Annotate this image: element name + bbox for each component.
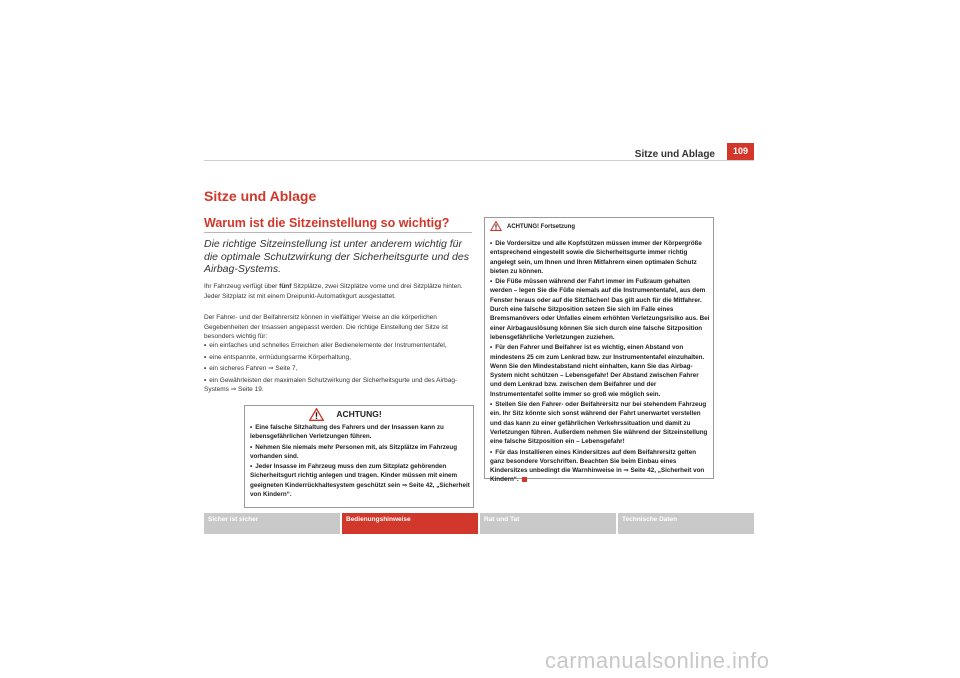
warning-list	[490, 239, 710, 486]
section-title: Warum ist die Sitzeinstellung so wichtig?	[204, 216, 450, 230]
tab-technische-daten[interactable]	[618, 513, 754, 534]
tab-bedienungshinweise[interactable]	[342, 513, 478, 534]
tab-label: Rat und Tat	[484, 516, 520, 523]
warning-heading: ACHTUNG!	[336, 409, 382, 419]
list-item-text: eine entspannte, ermüdungsarme Körperhaltung,	[209, 353, 351, 361]
end-square-icon	[522, 477, 527, 482]
warning-item-text: Jeder Insasse im Fahrzeug muss den zum Sitzplatz gehörenden Sicherheitsgurt richtig anlegen und tragen. Kinder müssen mit einem geeigneten Kinderrückhaltesystem geschützt sein ⇒ Seite 42, „Sicherheit von Kindern“.	[250, 463, 470, 499]
header-rule	[204, 160, 754, 161]
list-item-text: ein sicheres Fahren ⇒ Seite 7,	[209, 365, 298, 372]
paragraph-seats-bold: fünf	[279, 283, 292, 290]
tab-label: Bedienungshinweise	[346, 516, 411, 523]
bullet: •	[490, 344, 493, 352]
warning-item	[490, 239, 710, 276]
bullet: •	[250, 443, 253, 451]
importance-list	[204, 341, 472, 397]
warning-item	[490, 343, 710, 399]
bullet: •	[204, 342, 207, 349]
bullet: •	[490, 401, 493, 409]
warning-item	[490, 400, 710, 446]
bullet: •	[490, 448, 493, 456]
running-header-title: Sitze und Ablage	[634, 149, 715, 160]
chapter-title: Sitze und Ablage	[204, 188, 317, 204]
bullet: •	[204, 376, 207, 384]
bullet: •	[490, 278, 493, 286]
warning-box	[244, 405, 474, 508]
warning-item-text: Die Füße müssen während der Fahrt immer im Fußraum gehalten werden – legen Sie die Füße niemals auf die Instrumententafel, aus dem Fenster heraus oder auf die Sitzflächen! Das gilt auch für die Mitfahrer. Durch eine falsche Sitzposition setzen Sie sich im Falle eines Bremsmanövers oder Unfalles einem erhöhten Verletzungsrisiko aus. Bei einer Airbagauslösung können Sie sich durch eine falsche Sitzposition lebensgefährliche Verletzungen zuziehen.	[490, 278, 710, 341]
paragraph-adjustment: Der Fahrer- und der Beifahrersitz können in vielfältiger Weise an die körperlichen Gegebenheiten der Insassen angepasst werden. Die richtige Einstellung der Sitze ist besonders wichtig für:	[204, 314, 448, 340]
list-item-text: ein Gewährleisten der maximalen Schutzwirkung der Sicherheitsgurte und des Airbag-Systems ⇒ Seite 19.	[204, 376, 458, 393]
bullet: •	[250, 424, 253, 431]
warning-item-text: Nehmen Sie niemals mehr Personen mit, als Sitzplätze im Fahrzeug vorhanden sind.	[250, 443, 458, 460]
warning-item-text: Stellen Sie den Fahrer- oder Beifahrersitz nur bei stehendem Fahrzeug ein. Ihr Sitz könnte sich sonst während der Fahrt unerwartet verstellen und das kann zu einer gefährlichen Verkehrssituation und damit zu Verletzungen führen. Außerdem nehmen Sie während der Sitzeinstellung eine falsche Sitzposition ein – Lebensgefahr!	[490, 401, 708, 446]
paragraph-seats-pre: Ihr Fahrzeug verfügt über	[204, 283, 280, 290]
warning-list	[250, 423, 470, 500]
list-item	[204, 341, 472, 351]
warning-continued-box	[484, 217, 714, 484]
warning-item	[250, 443, 470, 462]
intro-text: Die richtige Sitzeinstellung ist unter anderem wichtig für die optimale Schutzwirkung der Sicherheitsgurte und des Airbag-Systems.	[204, 238, 469, 275]
bullet: •	[490, 240, 493, 247]
tab-label: Sicher ist sicher	[208, 516, 259, 523]
list-item	[204, 376, 472, 395]
page-number: 109	[727, 143, 754, 160]
tab-rat-und-tat[interactable]	[480, 513, 616, 534]
warning-item	[250, 462, 470, 499]
list-item	[204, 353, 472, 363]
warning-item-text: Die Vordersitze und alle Kopfstützen müssen immer der Körpergröße entsprechend eingestellt sowie die Sicherheitsgurte immer richtig angelegt sein, um Ihnen und Ihren Mitfahrern einen optimalen Schutz bieten zu können.	[490, 240, 702, 275]
warning-item	[250, 423, 470, 442]
section-rule	[204, 232, 472, 233]
warning-continued-heading: ACHTUNG! Fortsetzung	[507, 224, 575, 230]
warning-triangle-icon	[490, 221, 502, 231]
list-item-text: ein einfaches und schnelles Erreichen aller Bedienelemente der Instrumententafel,	[209, 342, 447, 349]
warning-item-text: Eine falsche Sitzhaltung des Fahrers und der Insassen kann zu lebensgefährlichen Verletzungen führen.	[250, 424, 444, 441]
bullet: •	[250, 463, 253, 471]
warning-item	[490, 277, 710, 342]
warning-item	[490, 448, 710, 485]
warning-item-text: Für das Installieren eines Kindersitzes auf dem Beifahrersitz gelten ganz besondere Vorschriften. Beachten Sie beim Einbau eines Kindersitzes unbedingt die Warnhinweise in ⇒ Seite 42, „Sicherheit von Kindern“.	[490, 448, 705, 484]
tab-sicher-ist-sicher[interactable]	[204, 513, 340, 534]
list-item	[204, 364, 472, 374]
paragraph-seats	[204, 282, 472, 301]
bullet: •	[204, 365, 207, 372]
bullet: •	[204, 353, 207, 361]
warning-item-text: Für den Fahrer und Beifahrer ist es wichtig, einen Abstand von mindestens 25 cm zum Lenkrad bzw. zur Instrumententafel einzuhalten. Wenn Sie den Mindestabstand nicht einhalten, kann Sie das Airbag-System nicht schützen – Lebensgefahr! Der Abstand zwischen Fahrer und dem Lenkrad bzw. zwischen dem Beifahrer und der Instrumententafel sollte immer so groß wie möglich sein.	[490, 344, 705, 398]
watermark: carmanualsonline.info	[545, 648, 770, 673]
tab-label: Technische Daten	[622, 516, 678, 523]
paragraph-seats-post: Sitzplätze, zwei Sitzplätze vorne und drei Sitzplätze hinten. Jeder Sitzplatz ist mit einem Dreipunkt-Automatikgurt ausgestattet.	[204, 283, 463, 300]
